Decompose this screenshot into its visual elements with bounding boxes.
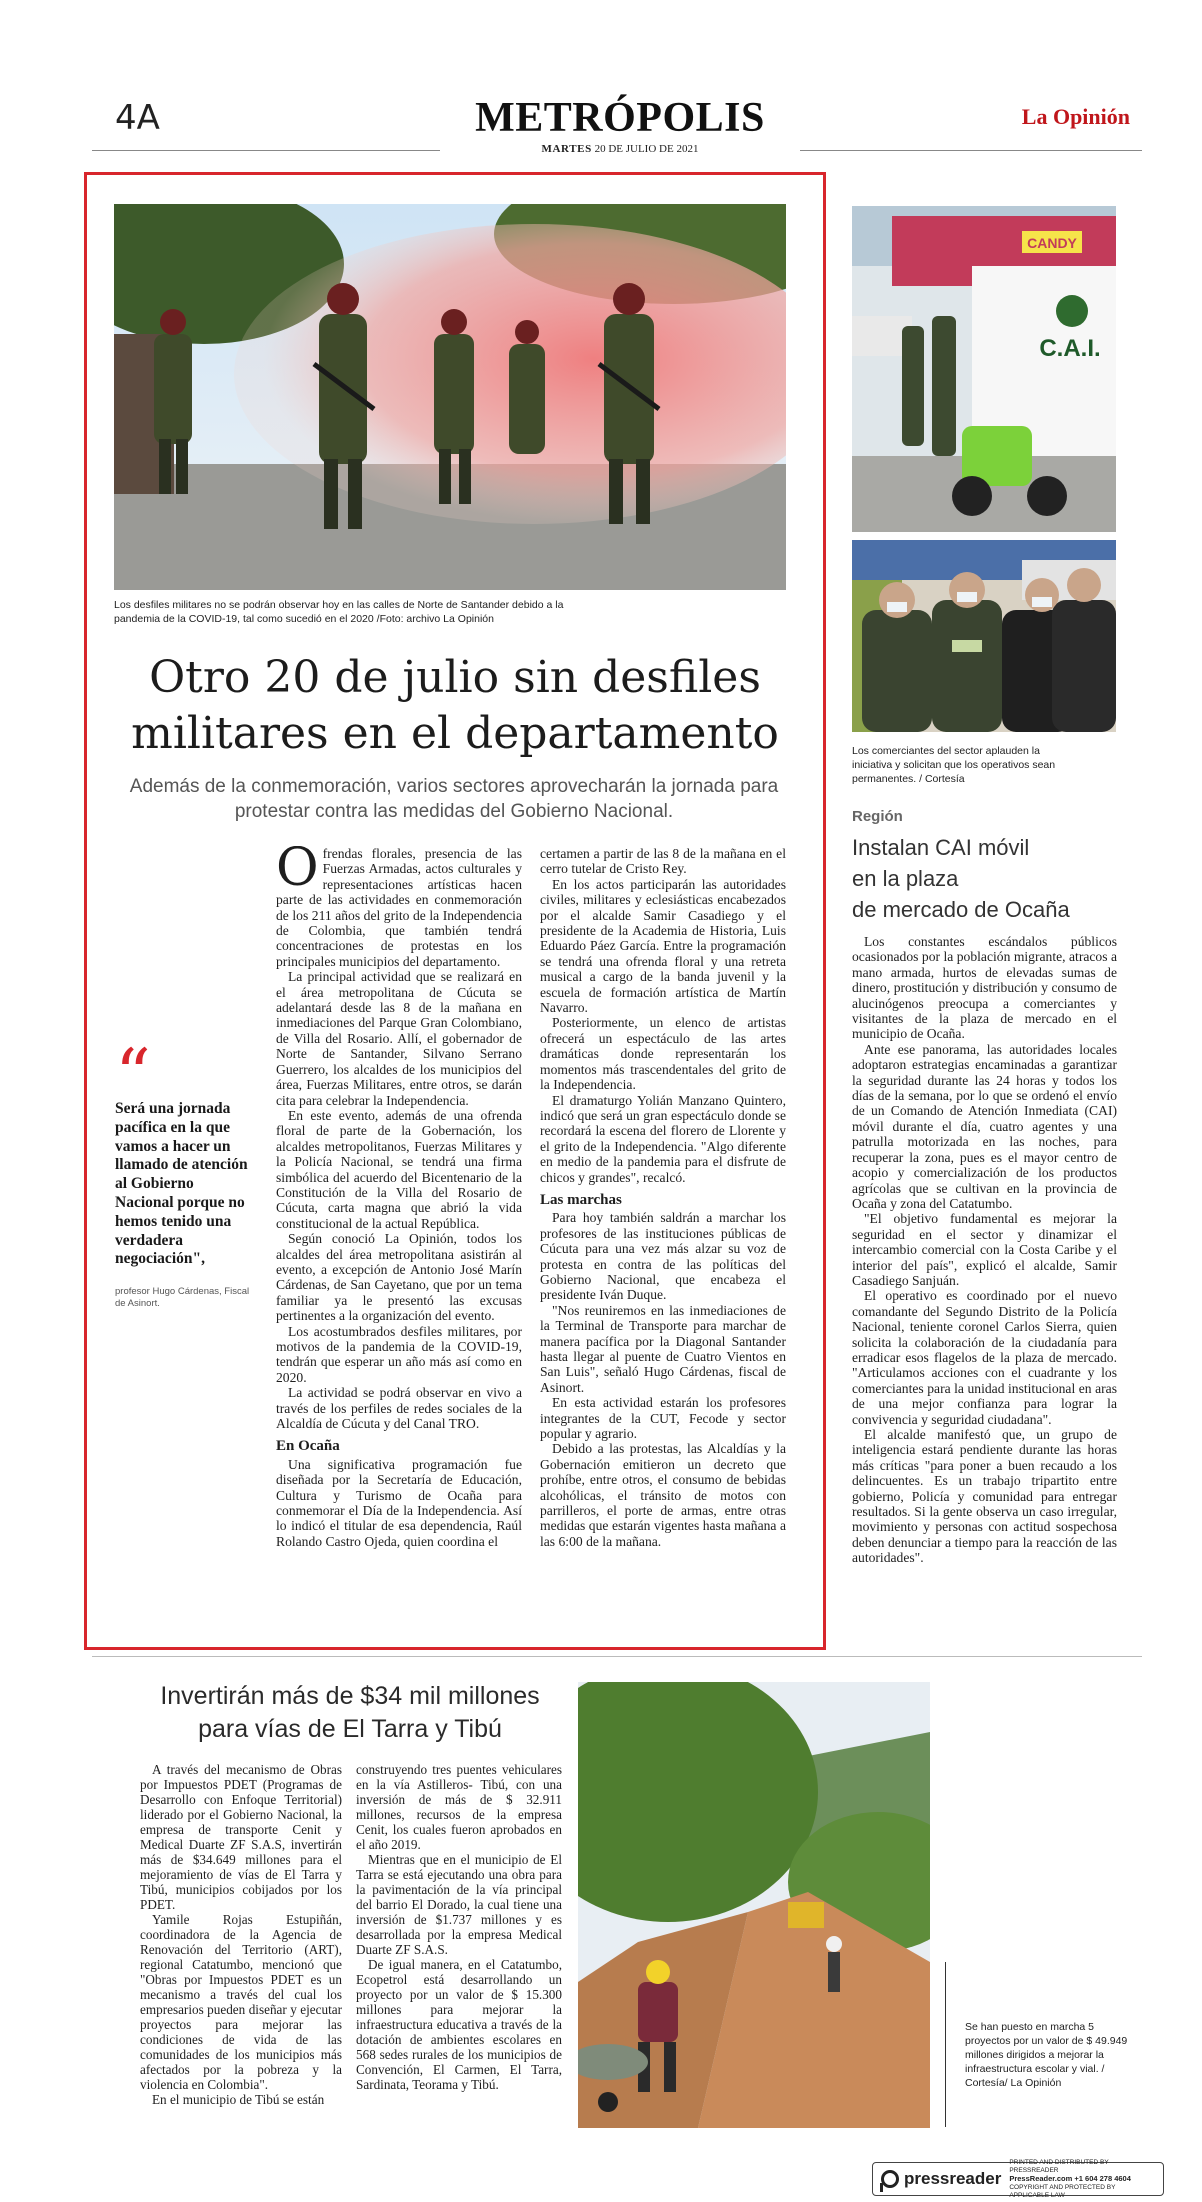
body-paragraph: Yamile Rojas Estupiñán, coordinadora de la Agencia de Renovación del Territorio (ART), regional Catatumbo, mencionó que "Obras por Impuestos PDET es un mecanismo a través del cual los empresarios pueden diseñar y ejecutar proyectos para mejorar las condiciones de vida de las comunidades de los municipios más afectados por la pobreza y la violencia en Colombia".	[140, 1912, 342, 2092]
main-headline	[100, 650, 810, 762]
body-paragraph: Según conoció La Opinión, todos los alcaldes del área metropolitana asistirán al evento, a excepción de Antonio José Marín Cárdenas, de San Cayetano, que por un tema familiar ya le presentó las excusas pertinentes a la organización del evento.	[276, 1231, 522, 1324]
body-paragraph: Los constantes escándalos públicos ocasionados por la población migrante, atracos a mano armada, hurtos de elevadas sumas de dinero, prostitución y distribución y consumo de alucinógenos preocupa a comerciantes y visitantes de la plaza de mercado en el municipio de Ocaña.	[852, 934, 1117, 1042]
body-paragraph: "El objetivo fundamental es mejorar la seguridad en el sector y dinamizar el intercambio comercial con la Costa Caribe y el interior del país", explicó el alcalde, Samir Casadiego Sanjuán.	[852, 1211, 1117, 1288]
pressreader-line1: PRINTED AND DISTRIBUTED BY PRESSREADER	[1009, 2158, 1109, 2174]
body-paragraph: Ante ese panorama, las autoridades locales adoptaron estrategias encaminadas a garantizar la seguridad durante las 24 horas y todos los días de la semana, por lo que se ordenó el envío de un Comando de Atención Inmediata (CAI) móvil durante el día, cuatro agentes y una patrulla motorizada en las noches, para recuperar la zona, pues es el mayor centro de acopio y comercialización de los productos agrícolas que se cultivan en la provincia de Ocaña y zona del Catatumbo.	[852, 1041, 1117, 1211]
side-headline	[852, 832, 1116, 925]
page-number: 4A	[115, 98, 160, 138]
pressreader-logo	[881, 2169, 1001, 2189]
body-paragraph: A través del mecanismo de Obras por Impuestos PDET (Programas de Desarrollo con Enfoque Territorial) liderado por el Gobierno Nacional, la empresa de transporte Cenit y Medical Duarte ZF S.A.S, invertirán más de $34.649 millones para el mejoramiento de vías de El Tarra y Tibú, municipios cobijados por los PDET.	[140, 1762, 342, 1912]
issue-date-text: 20 DE JULIO DE 2021	[594, 143, 699, 155]
body-paragraph: El dramaturgo Yolián Manzano Quintero, indicó que será un gran espectáculo donde se recordará la escena del florero de Llorente y el grito de la Independencia. "Algo diferente en medio de la pandemia para el disfrute de chicos y grandes", recalcó.	[540, 1092, 786, 1185]
quote-mark-icon: “	[115, 1034, 151, 1116]
bottom-article-column-2	[356, 1762, 562, 2142]
pressreader-line2	[1009, 2175, 1155, 2184]
main-article-column-1	[276, 846, 522, 1602]
body-paragraph: "Nos reuniremos en las inmediaciones de la Terminal de Transporte para marchar de manera pacífica por la Diagonal Santander hasta llegar al puente de Cuatro Vientos en San Luis", señaló Hugo Cárdenas, fiscal de Asinort.	[540, 1302, 786, 1395]
main-photo-caption: Los desfiles militares no se podrán observar hoy en las calles de Norte de Santander debido a la pandemia de la COVID-19, tal como sucedió en el 2020 /Foto: archivo La Opinión	[114, 599, 564, 625]
lead-text: frendas florales, presencia de las Fuerzas Armadas, actos culturales y representaciones artísticas hacen parte de las actividades en conmemoración de los 211 años del grito de la Independencia de Colombia, que también tendrá concentraciones de protestas en los principales municipios del departamento.	[276, 846, 522, 969]
issue-date	[440, 143, 800, 155]
body-paragraph: construyendo tres puentes vehiculares en la vía Astilleros- Tibú, con una inversión de más de $ 32.911 millones, recursos de la empresa Cenit, los cuales fueron aprobados en el año 2019.	[356, 1762, 562, 1852]
bottom-photo-caption: Se han puesto en marcha 5 proyectos por un valor de $ 49.949 millones dirigidos a mejorar la infraestructura escolar y vial. / Cortesía/ La Opinión	[965, 2021, 1128, 2089]
road-works-photo[interactable]	[578, 1682, 930, 2128]
section-divider	[92, 1656, 1142, 1657]
newspaper-logo[interactable]: La Opinión	[1021, 104, 1130, 129]
main-article-photo[interactable]	[114, 204, 786, 590]
body-paragraph: Mientras que en el municipio de El Tarra se está ejecutando una obra para la pavimentación de la vía principal del barrio El Dorado, la cual tiene una inversión de $1.737 millones y es desarrollada por la empresa Medical Duarte ZF S.A.S.	[356, 1852, 562, 1957]
cai-truck-photo[interactable]	[852, 206, 1116, 532]
body-paragraph: Para hoy también saldrán a marchar los profesores de las instituciones públicas de Cúcuta para una vez más alzar su voz de protesta en contra de las políticas del Gobierno Nacional, que encabeza el presidente Iván Duque.	[540, 1210, 786, 1303]
body-paragraph: En este evento, además de una ofrenda floral de parte de la Gobernación, los alcaldes metropolitanos, Fuerzas Militares y la Policía Nacional, se tendrá una firma simbólica del acuerdo del Bicentenario de la Constitución de la Villa del Rosario de Cúcuta, carta magna que abrió la vida constitucional de la actual República.	[276, 1107, 522, 1231]
main-subhead: Además de la conmemoración, varios sectores aprovecharán la jornada para protestar contra las medidas del Gobierno Nacional.	[129, 776, 779, 822]
side-headline-line1: Instalan CAI móvil	[852, 835, 1030, 860]
soldiers-photo-icon	[114, 204, 786, 590]
issue-weekday: MARTES	[541, 143, 592, 155]
body-paragraph: La principal actividad que se realizará en el área metropolitana de Cúcuta se adelantará desde las 8 de la mañana en inmediaciones del Parque Gran Colombiano, de Villa del Rosario. Allí, el gobernador de Norte de Santander, Silvano Serrano Guerrero, los alcaldes de los municipios del área, Fuerzas Militares, entre otros, se darán cita para celebrar la Independencia.	[276, 969, 522, 1108]
cai-sign-text: C.A.I.	[1039, 335, 1101, 362]
pressreader-badge[interactable]	[872, 2158, 1164, 2199]
body-paragraph: La actividad se podrá observar en vivo a través de los perfiles de redes sociales de la Alcaldía de Cúcuta y del Canal TRO.	[276, 1385, 522, 1432]
side-kicker: Región	[852, 808, 903, 825]
pull-quote: Será una jornada pacífica en la que vamos a hacer un llamado de atención al Gobierno Nacional porque no hemos tenido una verdadera negociación",	[115, 1100, 248, 1268]
police-vehicle-photo-icon	[852, 206, 1116, 532]
police-officers-photo[interactable]	[852, 540, 1116, 732]
main-headline-line2: militares en el departamento	[131, 708, 779, 759]
drop-cap: O	[276, 846, 319, 898]
officers-photo-icon	[852, 540, 1116, 732]
subheading-marchas: Las marchas	[540, 1191, 622, 1208]
main-headline-line1: Otro 20 de julio sin desfiles	[149, 652, 761, 703]
body-paragraph: En esta actividad estarán los profesores integrantes de la CUT, Fecode y sector popular y agrario.	[540, 1395, 786, 1442]
caption-rule	[945, 1962, 946, 2127]
bottom-headline-line1: Invertirán más de $34 mil millones	[160, 1682, 540, 1710]
body-paragraph: El operativo es coordinado por el nuevo comandante del Segundo Distrito de la Policía Nacional, teniente coronel Carlos Sierra, quien solicita la colaboración de la ciudadanía para erradicar esos flagelos de la plaza de mercado. "Articulamos acciones con el cuadrante y los comerciantes para la unidad institucional en aras de una mejor confianza para lograr la convivencia y seguridad ciudadana".	[852, 1288, 1117, 1427]
side-article-body	[852, 934, 1117, 1614]
body-paragraph: Una significativa programación fue diseñada por la Secretaría de Educación, Cultura y Turismo de Ocaña para conmemorar el Día de la Independencia. Así lo indicó el titular de esa dependencia, Raúl Rolando Castro Ojeda, quien coordina el	[276, 1456, 522, 1549]
lead-paragraph	[276, 846, 522, 969]
main-article-column-2	[540, 846, 786, 1602]
pressreader-notice	[1009, 2159, 1155, 2200]
pressreader-phone: PressReader.com +1 604 278 4604	[1009, 2173, 1131, 2183]
body-paragraph: En el municipio de Tibú se están	[152, 2092, 325, 2107]
side-photo-caption: Los comerciantes del sector aplauden la iniciativa y solicitan que los operativos sean permanentes. / Cortesía	[852, 745, 1056, 785]
subheading-ocana: En Ocaña	[276, 1438, 340, 1455]
body-paragraph: Los acostumbrados desfiles militares, por motivos de la pandemia de la COVID-19, tendrán que esperar un año más así como en 2020.	[276, 1323, 522, 1385]
pressreader-line3: COPYRIGHT AND PROTECTED BY APPLICABLE LAW	[1009, 2183, 1116, 2199]
section-title: METRÓPOLIS	[475, 95, 765, 141]
bottom-headline-line2: para vías de El Tarra y Tibú	[198, 1715, 502, 1743]
bottom-article-column-1	[140, 1762, 342, 2142]
body-paragraph: Posteriormente, un elenco de artistas ofrecerá un espectáculo de las artes dramáticas donde representarán los momentos más trascendentales del grito de la Independencia.	[540, 1015, 786, 1093]
body-paragraph: El alcalde manifestó que, un grupo de inteligencia estará pendiente durante las horas más críticas "para poner a buen recaudo a los delincuentes. Es un trabajo tripartito entre gobierno, Policía y comunidad para entregar resultados. Si la gente observa un caso irregular, movimiento y personas con actitud sospechosa deben denunciar a tiempo para la reacción de las autoridades".	[852, 1427, 1117, 1566]
body-paragraph: De igual manera, en el Catatumbo, Ecopetrol está desarrollando un proyecto por un valor de $ 15.300 millones para mejorar la infraestructura educativa a través de la dotación de ambientes escolares en 568 sedes rurales de los municipios de Convención, El Carmen, El Tarra, Sardinata, Teorama y Tibú.	[356, 1957, 562, 2092]
side-headline-line3: de mercado de Ocaña	[852, 897, 1070, 922]
pull-quote-source: profesor Hugo Cárdenas, Fiscal de Asinort.	[115, 1286, 250, 1309]
candy-sign-text: CANDY	[1027, 235, 1077, 251]
pressreader-logo-text: pressreader	[904, 2169, 1002, 2188]
body-paragraph: certamen a partir de las 8 de la mañana en el cerro tutelar de Cristo Rey.	[540, 846, 786, 877]
pressreader-icon	[881, 2170, 899, 2188]
road-construction-photo-icon	[578, 1682, 930, 2128]
side-headline-line2: en la plaza	[852, 866, 959, 891]
body-paragraph: En los actos participarán las autoridades civiles, militares y eclesiásticas encabezados por el alcalde Samir Casadiego y el presidente de la Academia de Historia, Luis Eduardo Páez García. Entre la programación se tendrá una ofrenda floral y una retreta musical a cargo de la banda juvenil y la escuela de formación artística de Martín Navarro.	[540, 876, 786, 1016]
body-paragraph: Debido a las protestas, las Alcaldías y la Gobernación emitieron un decreto que prohíbe, entre otros, el consumo de bebidas alcohólicas, el tránsito de motos con parrilleros, el porte de armas, entre otras medidas que estarán vigentes hasta mañana a las 6:00 de la mañana.	[540, 1441, 786, 1549]
bottom-headline	[120, 1680, 580, 1746]
